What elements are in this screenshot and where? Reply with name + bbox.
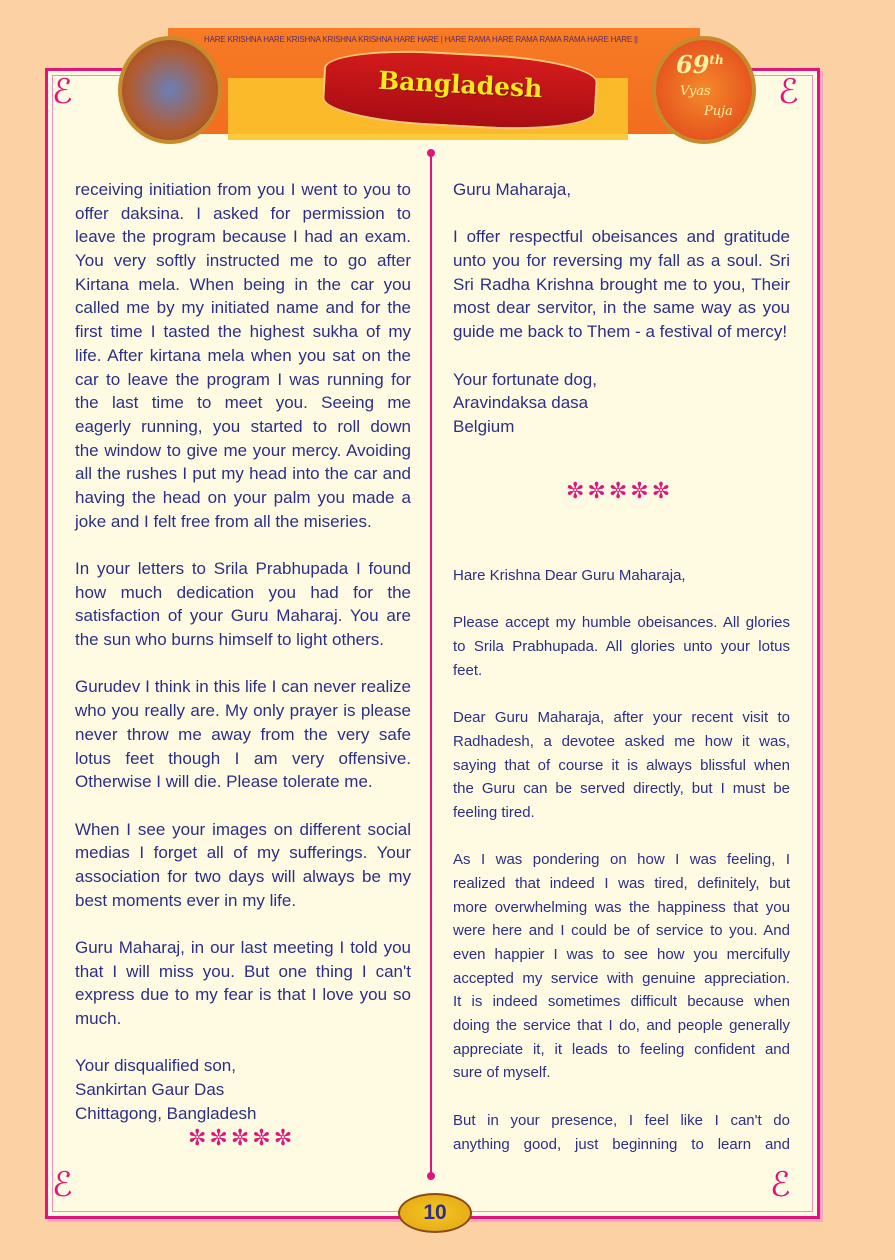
text-line: feeling tired.	[453, 803, 535, 821]
paragraph-gap	[453, 682, 790, 706]
text-line: lotus feet though I am very offensive.	[75, 748, 411, 768]
text-line: But in your presence, I feel like I can't do	[453, 1111, 790, 1129]
page-title: Bangladesh	[377, 65, 544, 104]
text-line: Hare Krishna Dear Guru Maharaja,	[453, 567, 686, 584]
mantra-text: HARE KRISHNA HARE KRISHNA KRISHNA KRISHNA HARE HARE | HARE RAMA HARE RAMA RAMA RAMA HARE HARE ||	[204, 35, 638, 44]
page-number: 10	[398, 1193, 472, 1233]
text-line: Sankirtan Gaur Das	[75, 1080, 225, 1100]
vyas-puja-badge	[652, 36, 756, 144]
divider-dot-bottom	[427, 1172, 435, 1180]
text-line: accepted my service with genuine appreciation.	[453, 969, 790, 987]
text-line: joke and I felt free from all the miseries.	[75, 511, 372, 531]
text-line: sure of myself.	[453, 1064, 551, 1082]
paragraph-gap	[75, 912, 411, 936]
paragraph-gap	[453, 202, 790, 226]
text-line: Guru Maharaj, in our last meeting I told you	[75, 938, 411, 957]
paragraph-gap	[75, 652, 411, 676]
paragraph	[75, 818, 411, 913]
text-line: car to leave the program I was running for	[75, 369, 411, 389]
text-line: best moments ever in my life.	[75, 890, 297, 910]
text-line: the window to give me your mercy. Avoiding	[75, 440, 411, 460]
text-line: satisfaction of your Guru Maharaj. You are	[75, 606, 411, 626]
text-line: offer daksina. I asked for permission to	[75, 203, 411, 223]
paragraph	[75, 557, 411, 652]
left-column	[75, 178, 411, 1126]
text-line: life. After kirtana mela when you sat on the	[75, 345, 411, 365]
text-line: who you really are. My only prayer is please	[75, 701, 411, 721]
separator-stars-right: ✼✼✼✼✼	[566, 478, 674, 503]
text-line: Kirtana mela. When being in the car you	[75, 274, 411, 294]
paragraph	[453, 848, 790, 1085]
text-line: Radhadesh, a devotee asked me how it was,	[453, 732, 790, 750]
text-line: were here and I could be of service to you. And	[453, 922, 790, 940]
text-line: all the rushes I put my head into the car and	[75, 464, 411, 484]
text-line: When I see your images on different social	[75, 819, 411, 839]
column-divider	[430, 152, 432, 1176]
text-line: I offer respectful obeisances and gratitude	[453, 227, 790, 247]
text-line: association for two days will always be my	[75, 866, 411, 886]
text-line: Chittagong, Bangladesh	[75, 1103, 257, 1123]
text-line: unto you for reversing my fall as a soul. Sri	[453, 251, 790, 271]
text-line: Your disqualified son,	[75, 1056, 236, 1076]
corner-ornament-bottom-right: ℰ	[770, 1166, 791, 1204]
paragraph	[453, 178, 790, 202]
text-line: Sri Radha Krishna brought me to you, Their	[453, 274, 790, 294]
text-line: even happier I was to see how you mercifully	[453, 946, 790, 963]
paragraph-gap	[75, 1031, 411, 1055]
text-line: that I will miss you. But one thing I can't	[75, 961, 411, 981]
text-line: Your fortunate dog,	[453, 369, 597, 389]
paragraph-gap	[453, 825, 790, 849]
badge-number: 69	[676, 50, 710, 79]
text-line: Dear Guru Maharaja, after your recent visit to	[453, 709, 790, 727]
badge-sup: th	[709, 53, 724, 67]
text-line: most dear servitor, in the same way as you	[453, 298, 790, 318]
text-line: Aravindaksa dasa	[453, 393, 589, 413]
paragraph-gap	[75, 794, 411, 818]
text-line: appreciate it, it leads to feeling confident and	[453, 1040, 790, 1058]
right-column-letter-2	[453, 564, 790, 1156]
paragraph-gap	[75, 533, 411, 557]
text-line: Belgium	[453, 416, 515, 436]
divider-dot-top	[427, 149, 435, 157]
text-line: the sun who burns himself to light others.	[75, 630, 384, 650]
deity-image-medallion	[118, 36, 222, 144]
text-line: realized that indeed I was tired, definitely, but	[453, 874, 790, 892]
paragraph	[75, 1054, 411, 1125]
text-line: As I was pondering on how I was feeling, I	[453, 851, 790, 869]
text-line: saying that of course it is always blissful when	[453, 756, 790, 774]
text-line: Gurudev I think in this life I can never realize	[75, 677, 411, 697]
text-line: Otherwise I will die. Please tolerate me.	[75, 772, 373, 792]
text-line: It is indeed sometimes difficult because when	[453, 993, 790, 1011]
corner-ornament-top-right: ℰ	[778, 73, 799, 111]
text-line: Please accept my humble obeisances. All glories	[453, 614, 790, 632]
corner-ornament-top-left: ℰ	[52, 73, 73, 111]
paragraph	[453, 368, 790, 439]
text-line: first time I tasted the highest sukha of my	[75, 322, 411, 342]
text-line: how much dedication you had for the	[75, 582, 411, 602]
badge-line1: Vyas	[680, 84, 711, 99]
text-line: medias I forget all of my sufferings. Your	[75, 843, 411, 863]
paragraph-gap	[453, 588, 790, 612]
text-line: the last time to meet you. Seeing me	[75, 393, 411, 413]
text-line: to Srila Prabhupada. All glories unto your lotus	[453, 638, 790, 656]
paragraph	[75, 936, 411, 1031]
paragraph	[453, 706, 790, 824]
separator-stars-left: ✼✼✼✼✼	[188, 1125, 296, 1150]
paragraph	[453, 611, 790, 682]
paragraph	[75, 178, 411, 533]
text-line: feet.	[453, 661, 483, 679]
text-line: receiving initiation from you I went to you to	[75, 180, 411, 199]
text-line: never throw me away from the very safe	[75, 724, 411, 744]
header-banner	[168, 28, 700, 134]
text-line: leave the program because I had an exam.	[75, 227, 411, 247]
text-line: much.	[75, 1009, 122, 1029]
paragraph	[75, 675, 411, 793]
text-line: eagerly running, you started to roll down	[75, 416, 411, 436]
paragraph	[453, 1109, 790, 1156]
paragraph	[453, 564, 790, 588]
text-line: having the head on your palm you made a	[75, 487, 411, 507]
paragraph	[453, 225, 790, 343]
text-line: called me by my initiated name and for the	[75, 298, 411, 318]
text-line: doing the service that I do, and people generally	[453, 1017, 790, 1035]
text-line: Guru Maharaja,	[453, 180, 572, 199]
text-line: the Guru can be served directly, but I must be	[453, 780, 790, 798]
text-line: guide me back to Them - a festival of mercy!	[453, 322, 788, 342]
paragraph-gap	[453, 344, 790, 368]
text-line: In your letters to Srila Prabhupada I found	[75, 559, 411, 578]
text-line: You very softly instructed me to go after	[75, 251, 411, 271]
badge-line2: Puja	[704, 104, 733, 119]
corner-ornament-bottom-left: ℰ	[52, 1166, 73, 1204]
text-line: anything good, just beginning to learn and	[453, 1135, 790, 1153]
paragraph-gap	[453, 1085, 790, 1109]
right-column-letter-1	[453, 178, 790, 439]
text-line: more overwhelming was the happiness that you	[453, 898, 790, 916]
text-line: express due to my fear is that I love you so	[75, 985, 411, 1005]
